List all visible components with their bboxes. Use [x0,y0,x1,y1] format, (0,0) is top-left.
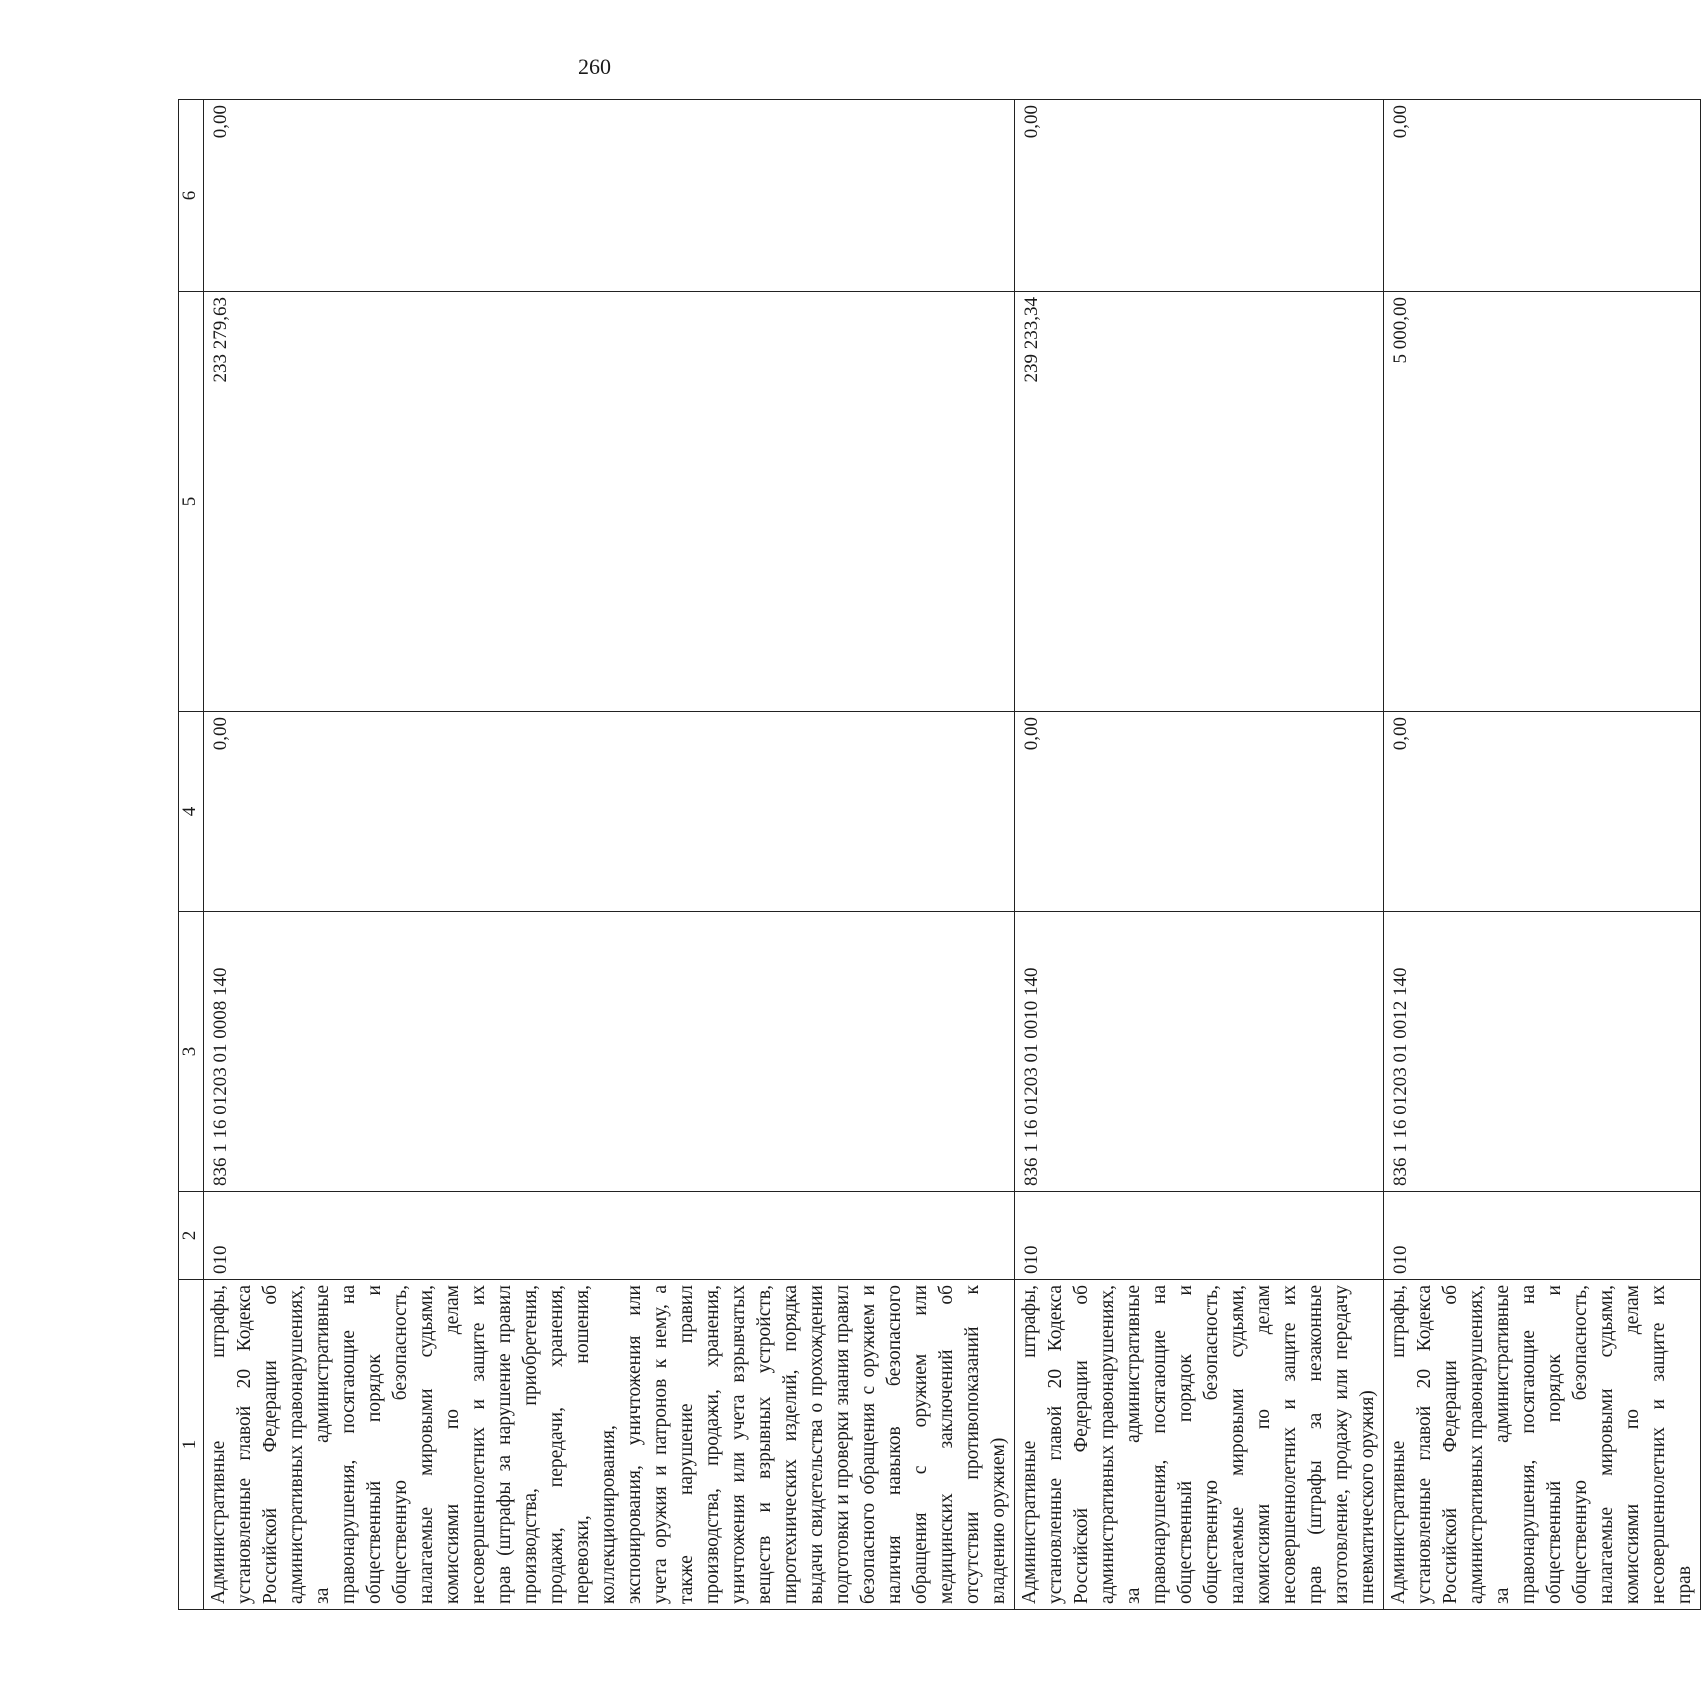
table-row [1384,100,1701,1610]
row-indicator-code: 010 [1015,1192,1384,1280]
row-value-col6: 0,00 [1384,100,1701,292]
column-header-5: 5 [179,292,204,712]
column-header-6: 6 [179,100,204,292]
column-header-1: 1 [179,1280,204,1610]
column-header-3: 3 [179,912,204,1192]
row-value-col5: 239 233,34 [1015,292,1384,712]
row-budget-code: 836 1 16 01203 01 0012 140 [1384,912,1701,1192]
row-value-col6: 0,00 [1015,100,1384,292]
row-value-col4: 0,00 [1015,712,1384,912]
column-header-2: 2 [179,1192,204,1280]
row-value-col5: 233 279,63 [204,292,1015,712]
row-description: Административные штрафы, установленные главой 20 Кодекса Российской Федерации об административных правонарушениях, за административные правонарушения, посягающие на общественный порядок и общественную безопасность, налагаемые мировыми судьями, комиссиями по делам несовершеннолетних и защите их прав [1384,1280,1701,1610]
column-number-row [179,100,204,1610]
row-budget-code: 836 1 16 01203 01 0008 140 [204,912,1015,1192]
row-indicator-code: 010 [204,1192,1015,1280]
table-row [1015,100,1384,1610]
rotated-table-container [178,100,1695,1610]
table-row [204,100,1015,1610]
row-description: Административные штрафы, установленные главой 20 Кодекса Российской Федерации об административных правонарушениях, за административные правонарушения, посягающие на общественный порядок и общественную безопасность, налагаемые мировыми судьями, комиссиями по делам несовершеннолетних и защите их прав (штрафы за нарушение правил производства, приобретения, продажи, передачи, хранения, перевозки, ношения, коллекционирования, экспонирования, уничтожения или учета оружия и патронов к нему, а также нарушение правил производства, продажи, хранения, уничтожения или учета взрывчатых веществ и взрывных устройств, пиротехнических изделий, порядка выдачи свидетельства о прохождении подготовки и проверки знания правил безопасного обращения с оружием и наличия навыков безопасного обращения с оружием или медицинских заключений об отсутствии противопоказаний к владению оружием) [204,1280,1015,1610]
column-header-4: 4 [179,712,204,912]
row-indicator-code: 010 [1384,1192,1701,1280]
row-value-col6: 0,00 [204,100,1015,292]
revenue-table [178,99,1701,1610]
row-value-col5: 5 000,00 [1384,292,1701,712]
row-budget-code: 836 1 16 01203 01 0010 140 [1015,912,1384,1192]
page-number: 260 [578,54,611,79]
row-description: Административные штрафы, установленные главой 20 Кодекса Российской Федерации об административных правонарушениях, за административные правонарушения, посягающие на общественный порядок и общественную безопасность, налагаемые мировыми судьями, комиссиями по делам несовершеннолетних и защите их прав (штрафы за незаконные изготовление, продажу или передачу пневматического оружия) [1015,1280,1384,1610]
row-value-col4: 0,00 [204,712,1015,912]
row-value-col4: 0,00 [1384,712,1701,912]
